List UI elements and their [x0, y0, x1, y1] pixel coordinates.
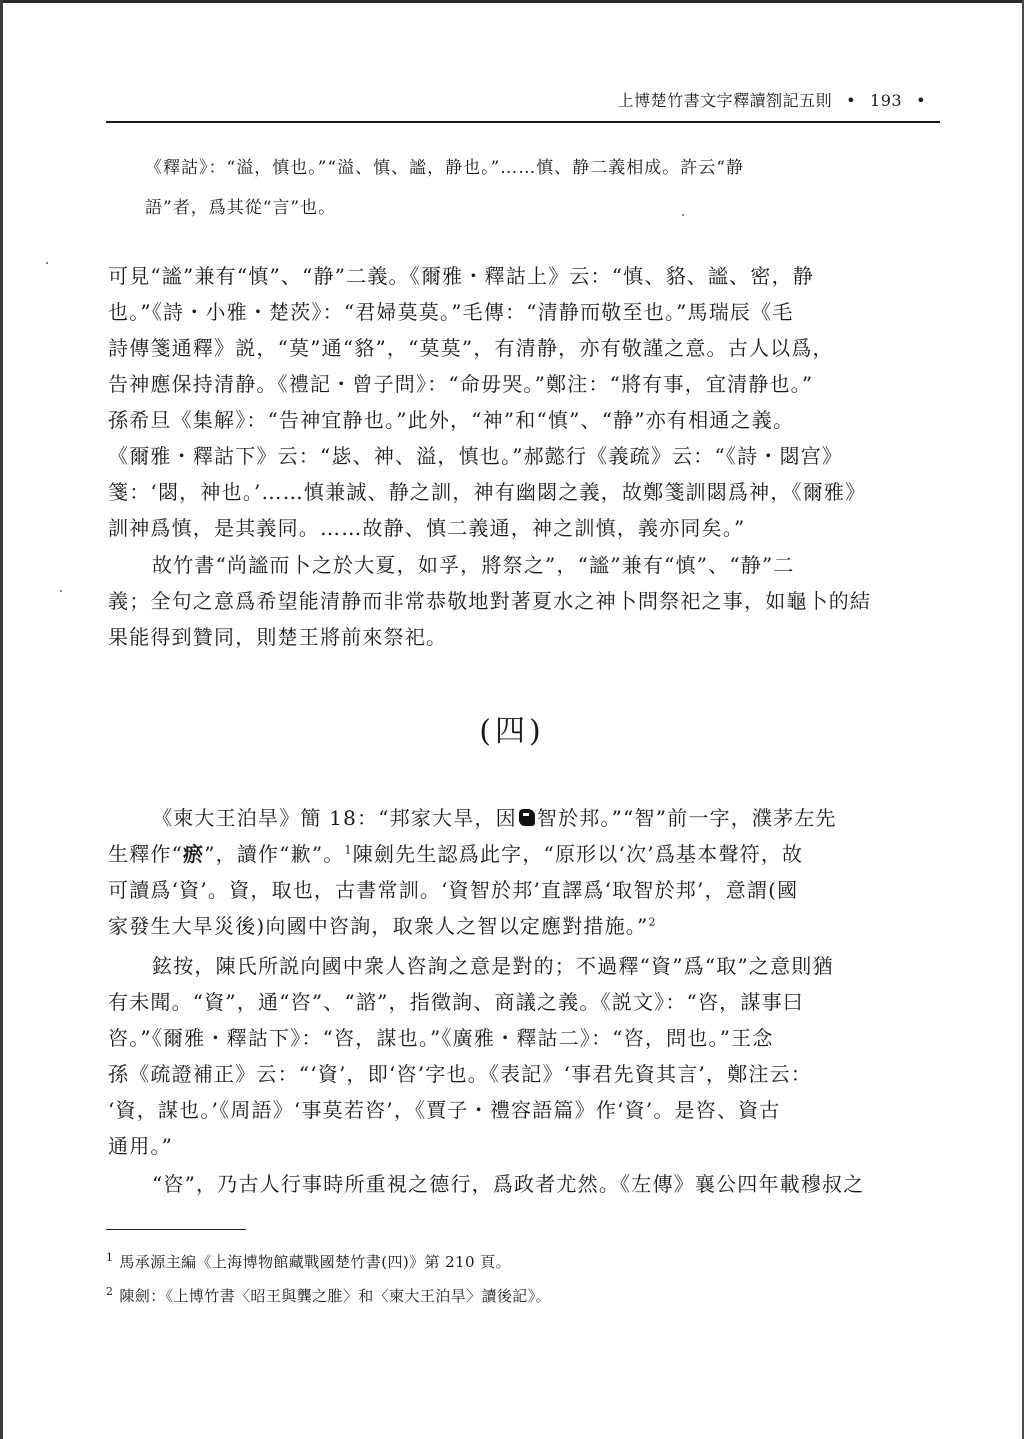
text-segment: 家發生大旱災後)向國中咨詢，取衆人之智以定應對措施。” — [108, 914, 649, 938]
text-line: 故竹書“尚謐而卜之於大夏，如孚，將祭之”，“謐”兼有“慎”、“静”二 — [152, 553, 795, 577]
footnote-number: 2 — [106, 1285, 114, 1298]
paragraph-1 — [108, 258, 940, 546]
paragraph-5 — [108, 1166, 940, 1202]
transcribed-character: 瘀 — [183, 842, 205, 866]
text-line: 箋：‘閟，神也。’……慎兼誠、静之訓，神有幽閟之義，故鄭箋訓閟爲神，《爾雅》 — [108, 480, 867, 504]
text-segment: 《柬大王泊旱》簡 18：“邦家大旱，因 — [152, 806, 517, 830]
text-line: 可見“謐”兼有“慎”、“静”二義。《爾雅・釋詁上》云：“慎、貉、謐、密，静 — [108, 264, 814, 288]
footnote-number: 1 — [106, 1251, 114, 1264]
header-rule — [106, 121, 940, 123]
text-line: “咨”，乃古人行事時所重視之德行，爲政者尤然。《左傳》襄公四年載穆叔之 — [152, 1172, 865, 1196]
paragraph-3 — [108, 800, 940, 944]
footnote-marker-2[interactable]: 2 — [648, 915, 657, 929]
quote-line: 語”者，爲其從“言”也。 — [145, 198, 337, 218]
paragraph-2 — [108, 547, 940, 655]
text-line: ‘資，謀也。’《周語》‘事莫若咨’，《賈子・禮容語篇》作‘資’。是咨、資古 — [108, 1098, 781, 1122]
quote-line: 《釋詁》：“溢，慎也。”“溢、慎、謐，静也。”……慎、静二義相成。許云“静 — [145, 158, 744, 178]
text-line: 果能得到贊同，則楚王將前來祭祀。 — [108, 625, 448, 649]
footnote-text: 陳劍：《上博竹書〈昭王與龔之脽〉和〈柬大王泊旱〉讀後記》。 — [119, 1287, 552, 1305]
footnote-marker-1[interactable]: 1 — [344, 843, 353, 857]
text-line: 有未聞。“資”，通“咨”、“諮”，指徵詢、商議之義。《説文》：“咨，謀事曰 — [108, 990, 804, 1014]
section-heading: (四) — [479, 714, 545, 749]
text-segment: 陳劍先生認爲此字，“原形以‘次’爲基本聲符，故 — [352, 842, 804, 866]
text-line: 通用。” — [108, 1134, 174, 1158]
page-number: 193 — [870, 91, 903, 110]
text-line: 訓神爲慎，是其義同。……故静、慎二義通，神之訓慎，義亦同矣。” — [108, 516, 746, 540]
ancient-character-glyph — [517, 807, 537, 829]
text-line — [108, 800, 940, 836]
scan-speck — [60, 590, 62, 592]
text-segment: ”，讀作“歉”。 — [204, 842, 345, 866]
text-line: 義；全句之意爲希望能清静而非常恭敬地對著夏水之神卜問祭祀之事，如龜卜的結 — [108, 589, 872, 613]
text-line: 咨。”《爾雅・釋詁下》：“咨，謀也。”《廣雅・釋詁二》：“咨，問也。”王念 — [108, 1026, 774, 1050]
text-line — [108, 836, 940, 872]
footnotes — [106, 1244, 940, 1312]
text-line: 孫《疏證補正》云：“‘資’，即‘咨’字也。《表記》‘事君先資其言’，鄭注云： — [108, 1062, 812, 1086]
header-title: 上博楚竹書文字釋讀劄記五則 — [617, 91, 833, 110]
text-line: 鉉按，陳氏所説向國中衆人咨詢之意是對的；不過釋“資”爲“取”之意則猶 — [152, 954, 834, 978]
footnote-text: 馬承源主編《上海博物館藏戰國楚竹書(四)》第 210 頁。 — [119, 1253, 511, 1271]
text-segment: 生釋作“ — [108, 842, 184, 866]
text-line: 孫希旦《集解》：“告神宜静也。”此外，“神”和“慎”、“静”亦有相通之義。 — [108, 408, 795, 432]
text-line: 《爾雅・釋詁下》云：“毖、神、溢，慎也。”郝懿行《義疏》云：“《詩・閟宫》 — [108, 444, 844, 468]
running-header — [106, 88, 940, 116]
header-bullet-left: • — [846, 91, 857, 110]
text-line: 可讀爲‘資’。資，取也，古書常訓。‘資智於邦’直譯爲‘取智於邦’，意謂(國 — [108, 878, 799, 902]
scan-speck — [682, 214, 684, 216]
footnote-2 — [106, 1278, 940, 1312]
scan-border-top — [0, 0, 1024, 3]
text-line: 也。”《詩・小雅・楚茨》：“君婦莫莫。”毛傳：“清静而敬至也。”馬瑞辰《毛 — [108, 300, 794, 324]
text-line — [108, 908, 940, 944]
footnote-rule — [106, 1229, 246, 1230]
text-line: 告神應保持清静。《禮記・曾子問》：“命毋哭。”鄭注：“將有事，宜清静也。” — [108, 372, 814, 396]
paragraph-4 — [108, 948, 940, 1164]
text-line: 詩傳箋通釋》説，“莫”通“貉”，“莫莫”，有清静，亦有敬謹之意。古人以爲， — [108, 336, 834, 360]
scan-speck — [46, 262, 48, 264]
footnote-1 — [106, 1244, 940, 1278]
text-segment: 智於邦。”“智”前一字，濮茅左先 — [536, 806, 837, 830]
quote-block — [145, 148, 925, 228]
header-bullet-right: • — [916, 91, 926, 110]
